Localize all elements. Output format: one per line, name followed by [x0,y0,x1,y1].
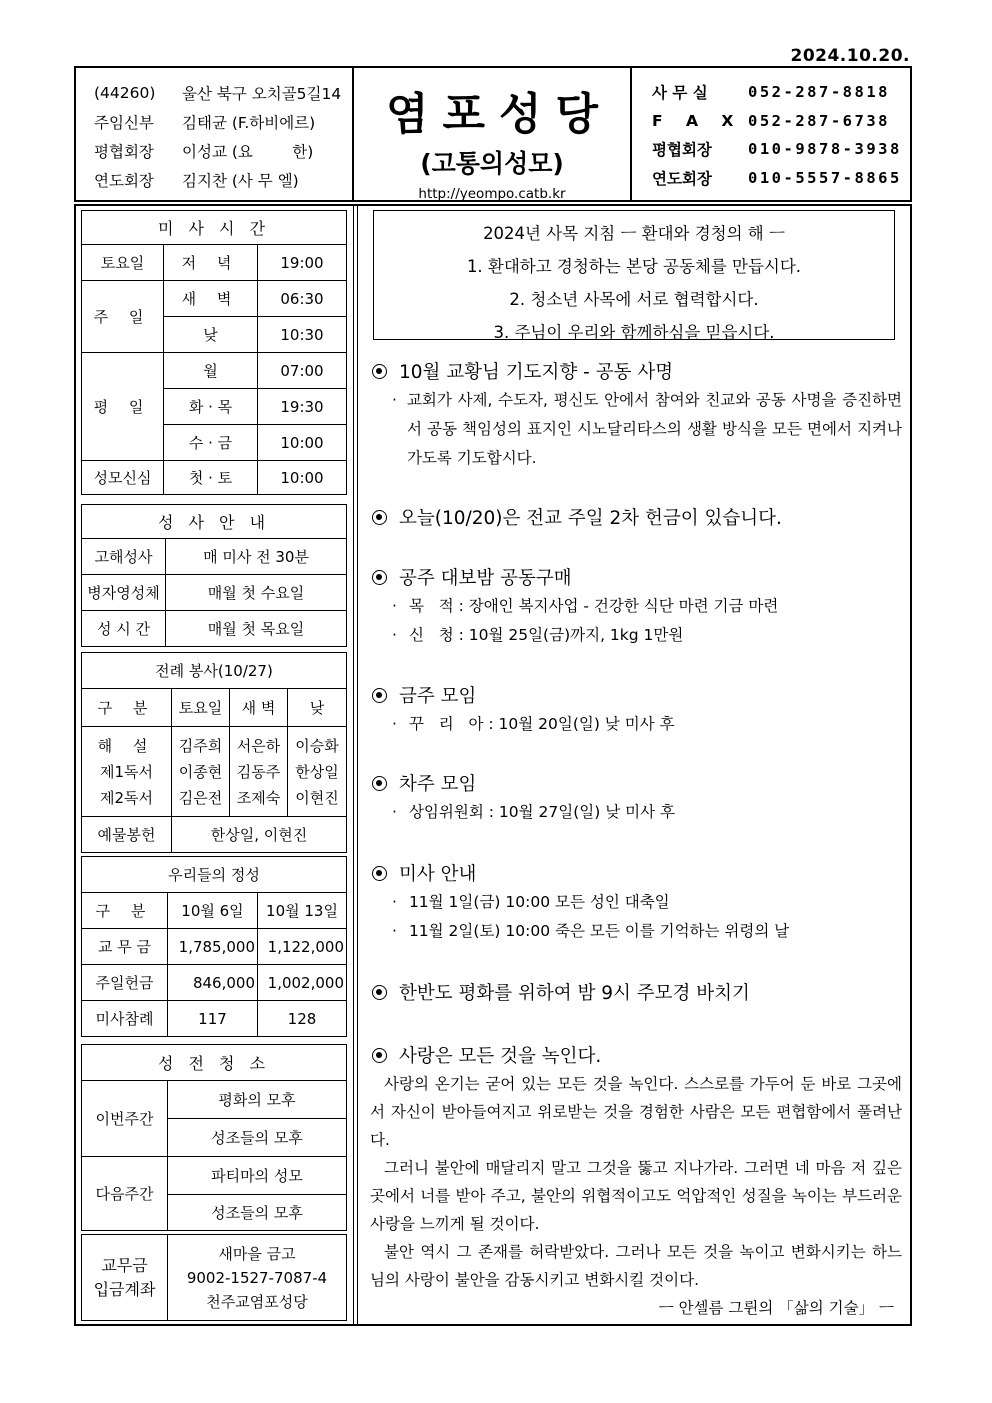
mass-name: 새 벽 [164,281,258,317]
mass-time: 19:30 [258,389,347,425]
offering-type: 미사참례 [82,1001,168,1037]
info-value: 이성교 (요 한) [182,142,314,161]
role-label: 제1독서 [99,762,153,781]
cleaning-group: 파티마의 성모 [168,1157,347,1195]
mass-name: 저 녁 [164,245,258,281]
parish-url[interactable]: http://yeompo.catb.kr [418,186,566,202]
reflection-section [370,1042,902,1322]
section-title [370,504,902,530]
offerings-table [81,856,347,1037]
list-item-text: 11월 2일(토) 10:00 죽은 모든 이를 기억하는 위령의 날 [408,922,790,940]
server-name: 이현진 [295,788,339,807]
section-title [370,979,902,1005]
prayer-text-block [370,386,902,473]
role-label: 제2독서 [99,788,153,807]
info-label: (44260) [94,83,156,102]
policy-item: 2. 청소년 사목에 서로 협력합시다. [509,290,759,309]
server-name: 서은하 [236,736,281,755]
offering-names: 한상일, 이현진 [172,817,347,853]
dot-bullet-icon: · [392,922,397,940]
offerings-header: 10월 6일 [168,893,258,929]
offering-amount: 1,785,000 [168,929,258,965]
target-bullet-icon [372,985,387,1000]
dot-bullet-icon: · [392,715,397,733]
contact-label: 사 무 실 [652,84,708,103]
cleaning-group: 평화의 모후 [168,1081,347,1119]
server-name: 김주희 [178,736,223,755]
section-title [370,1042,902,1068]
contact-value: 010-5557-8865 [748,168,902,187]
liturgy-header: 새 벽 [230,689,288,727]
account-label [82,1235,168,1321]
mass-time: 19:00 [258,245,347,281]
contact-label: 연도회장 [652,169,712,188]
sacrament-value: 매월 첫 수요일 [166,575,347,611]
next-week-meeting-section [370,770,902,827]
info-value: 울산 북구 오치골5길14 [182,84,342,103]
cleaning-week: 다음주간 [82,1157,168,1231]
day-label: 성모신심 [82,461,164,495]
day-label: 토요일 [82,245,164,281]
account-holder: 천주교염포성당 [206,1292,308,1311]
account-number: 9002-1527-7087-4 [186,1268,328,1287]
reflection-paragraph: 그러니 불안에 매달리지 말고 그것을 뚫고 지나가라. 그러면 네 마음 저 깊은 곳에서 너를 받아 주고, 불안의 위협적이고도 억압적인 성질을 녹이는 부드러운 사랑을 느끼게 될 것이다. [370,1159,902,1233]
offering-label: 예물봉헌 [82,817,172,853]
bulletin-body [74,204,912,1326]
liturgy-table [81,652,347,853]
mass-time: 10:00 [258,425,347,461]
list-item [392,592,902,621]
dot-bullet-icon: · [392,391,397,409]
mass-time: 07:00 [258,353,347,389]
sacrament-label: 고해성사 [82,539,166,575]
target-bullet-icon [372,364,387,379]
section-title [370,682,902,708]
section-title-text: 사랑은 모든 것을 녹인다. [399,1046,602,1067]
liturgy-header: 구 분 [82,689,172,727]
mission-sunday-section [370,504,902,530]
mass-name: 수 · 금 [164,425,258,461]
cleaning-group: 성조들의 모후 [168,1119,347,1157]
parish-title-block [354,68,632,200]
contact-value: 052-287-6738 [748,111,890,130]
liturgy-header: 낮 [288,689,347,727]
sacrament-label: 성 시 간 [82,611,166,647]
mass-time: 10:30 [258,317,347,353]
dot-bullet-icon: · [392,893,397,911]
section-title [370,358,902,384]
mass-name: 월 [164,353,258,389]
reflection-paragraph: 사랑의 온기는 굳어 있는 모든 것을 녹인다. 스스로를 가두어 둔 바로 그곳에서 자신이 받아들여지고 위로받는 것을 경험한 사람은 모든 편협함에서 풀려난다. [370,1075,902,1149]
section-title-text: 미사 안내 [399,864,477,885]
list-item [392,710,902,739]
cleaning-group: 성조들의 모후 [168,1195,347,1231]
list-item [392,888,902,917]
info-label: 주임신부 [94,113,154,132]
mass-name: 화 · 목 [164,389,258,425]
target-bullet-icon [372,1048,387,1063]
policy-title: 2024년 사목 지침 ㅡ 환대와 경청의 해 ㅡ [483,224,785,243]
cleaning-table [81,1044,347,1231]
contact-value: 010-9878-3938 [748,140,902,159]
list-item-text: 상임위원회 : 10월 27일(일) 낮 미사 후 [408,803,675,821]
target-bullet-icon [372,510,387,525]
role-label: 해 설 [97,736,156,755]
target-bullet-icon [372,570,387,585]
peace-prayer-section [370,979,902,1005]
contact-info [632,68,910,200]
mass-info-section [370,860,902,946]
offerings-title: 우리들의 정성 [82,857,347,893]
target-bullet-icon [372,688,387,703]
list-item [392,917,902,946]
mass-time: 10:00 [258,461,347,495]
account-details [168,1235,347,1321]
policy-item: 3. 주님이 우리와 함께하심을 믿읍시다. [493,323,775,342]
pastoral-policy-box [373,210,895,340]
sacrament-value: 매 미사 전 30분 [166,539,347,575]
list-item-text: 목 적 : 장애인 복지사업 - 건강한 식단 마련 기금 마련 [408,597,779,615]
dot-bullet-icon: · [392,597,397,615]
list-item-text: 꾸 리 아 : 10월 20일(일) 낮 미사 후 [408,715,675,733]
offerings-header: 구 분 [82,893,168,929]
account-table [81,1234,347,1321]
offering-amount: 846,000 [168,965,258,1001]
account-label-line: 입금계좌 [93,1279,156,1299]
group-purchase-section [370,564,902,650]
prayer-intention-section [370,358,902,473]
info-row [94,165,352,194]
info-value: 김태균 (F.하비에르) [182,113,316,132]
dot-bullet-icon: · [392,803,397,821]
offering-type: 교 무 금 [82,929,168,965]
parish-title: 염포성당 [385,89,612,140]
reflection-paragraph: 불안 역시 그 존재를 허락받았다. 그러나 모든 것을 녹이고 변화시키는 하느님의 사랑이 불안을 감동시키고 변화시킬 것이다. [370,1243,902,1289]
mass-name: 첫 · 토 [164,461,258,495]
mass-times-table [81,210,347,495]
contact-value: 052-287-8818 [748,83,890,102]
sacraments-table [81,504,347,647]
day-label: 평 일 [82,353,164,461]
account-bank: 새마을 금고 [218,1244,296,1263]
offering-amount: 1,002,000 [258,965,347,1001]
section-title [370,564,902,590]
contact-row [652,164,910,193]
section-title-text: 한반도 평화를 위하여 밤 9시 주모경 바치기 [399,983,750,1004]
offering-amount: 128 [258,1001,347,1037]
contact-row [652,107,910,136]
liturgy-roles [82,727,172,817]
reflection-source: ㅡ 안셀름 그륀의 「삶의 기술」 ㅡ [658,1299,894,1317]
account-label-line: 교무금 [101,1255,148,1275]
info-row [94,78,352,107]
day-label: 주 일 [82,281,164,353]
info-row [94,136,352,165]
server-name: 조제숙 [236,788,281,807]
mass-time: 06:30 [258,281,347,317]
server-name: 김동주 [236,762,281,781]
section-title-text: 오늘(10/20)은 전교 주일 2차 헌금이 있습니다. [399,508,782,529]
section-title-text: 금주 모임 [399,686,477,707]
column-divider [353,206,358,1324]
offerings-header: 10월 13일 [258,893,347,929]
policy-item: 1. 환대하고 경청하는 본당 공동체를 만듭시다. [466,257,802,276]
list-item-text: 신 청 : 10월 25일(금)까지, 1kg 1만원 [408,626,684,644]
info-row [94,107,352,136]
parish-info [76,68,354,200]
section-title [370,770,902,796]
offering-type: 주일헌금 [82,965,168,1001]
server-name: 한상일 [295,762,339,781]
server-name: 이승화 [295,736,339,755]
mass-times-title: 미 사 시 간 [82,211,347,245]
bulletin-header [74,66,912,202]
dot-bullet-icon: · [392,626,397,644]
info-label: 평협회장 [94,142,154,161]
cleaning-week: 이번주간 [82,1081,168,1157]
info-label: 연도회장 [94,171,154,190]
liturgy-day-names [288,727,347,817]
server-name: 김은전 [178,788,223,807]
section-title-text: 차주 모임 [399,774,477,795]
cleaning-title: 성 전 청 소 [82,1045,347,1081]
server-name: 이종현 [178,762,223,781]
prayer-text: 교회가 사제, 수도자, 평신도 안에서 참여와 친교와 공동 사명을 증진하면서 공동 책임성의 표지인 시노달리타스의 생활 방식을 모든 면에서 지켜나가도록 기도합시다. [406,391,902,467]
sacrament-value: 매월 첫 목요일 [166,611,347,647]
section-title-text: 10월 교황님 기도지향 - 공동 사명 [399,362,674,383]
parish-subtitle: (고통의성모) [420,149,564,178]
liturgy-header: 토요일 [172,689,230,727]
section-title-text: 공주 대보밤 공동구매 [399,568,572,589]
liturgy-sat-names [172,727,230,817]
offering-amount: 1,122,000 [258,929,347,965]
section-title [370,860,902,886]
sacrament-label: 병자영성체 [82,575,166,611]
contact-label: F A X [652,111,743,130]
list-item [392,798,902,827]
contact-row [652,135,910,164]
list-item-text: 11월 1일(금) 10:00 모든 성인 대축일 [408,893,670,911]
offering-amount: 117 [168,1001,258,1037]
bulletin-date: 2024.10.20. [790,46,910,66]
sacraments-title: 성 사 안 내 [82,505,347,539]
info-value: 김지찬 (사 무 엘) [182,171,299,190]
contact-row [652,78,910,107]
liturgy-title: 전례 봉사(10/27) [82,653,347,689]
this-week-meeting-section [370,682,902,739]
liturgy-dawn-names [230,727,288,817]
mass-name: 낮 [164,317,258,353]
contact-label: 평협회장 [652,141,712,160]
target-bullet-icon [372,866,387,881]
list-item [392,621,902,650]
target-bullet-icon [372,776,387,791]
